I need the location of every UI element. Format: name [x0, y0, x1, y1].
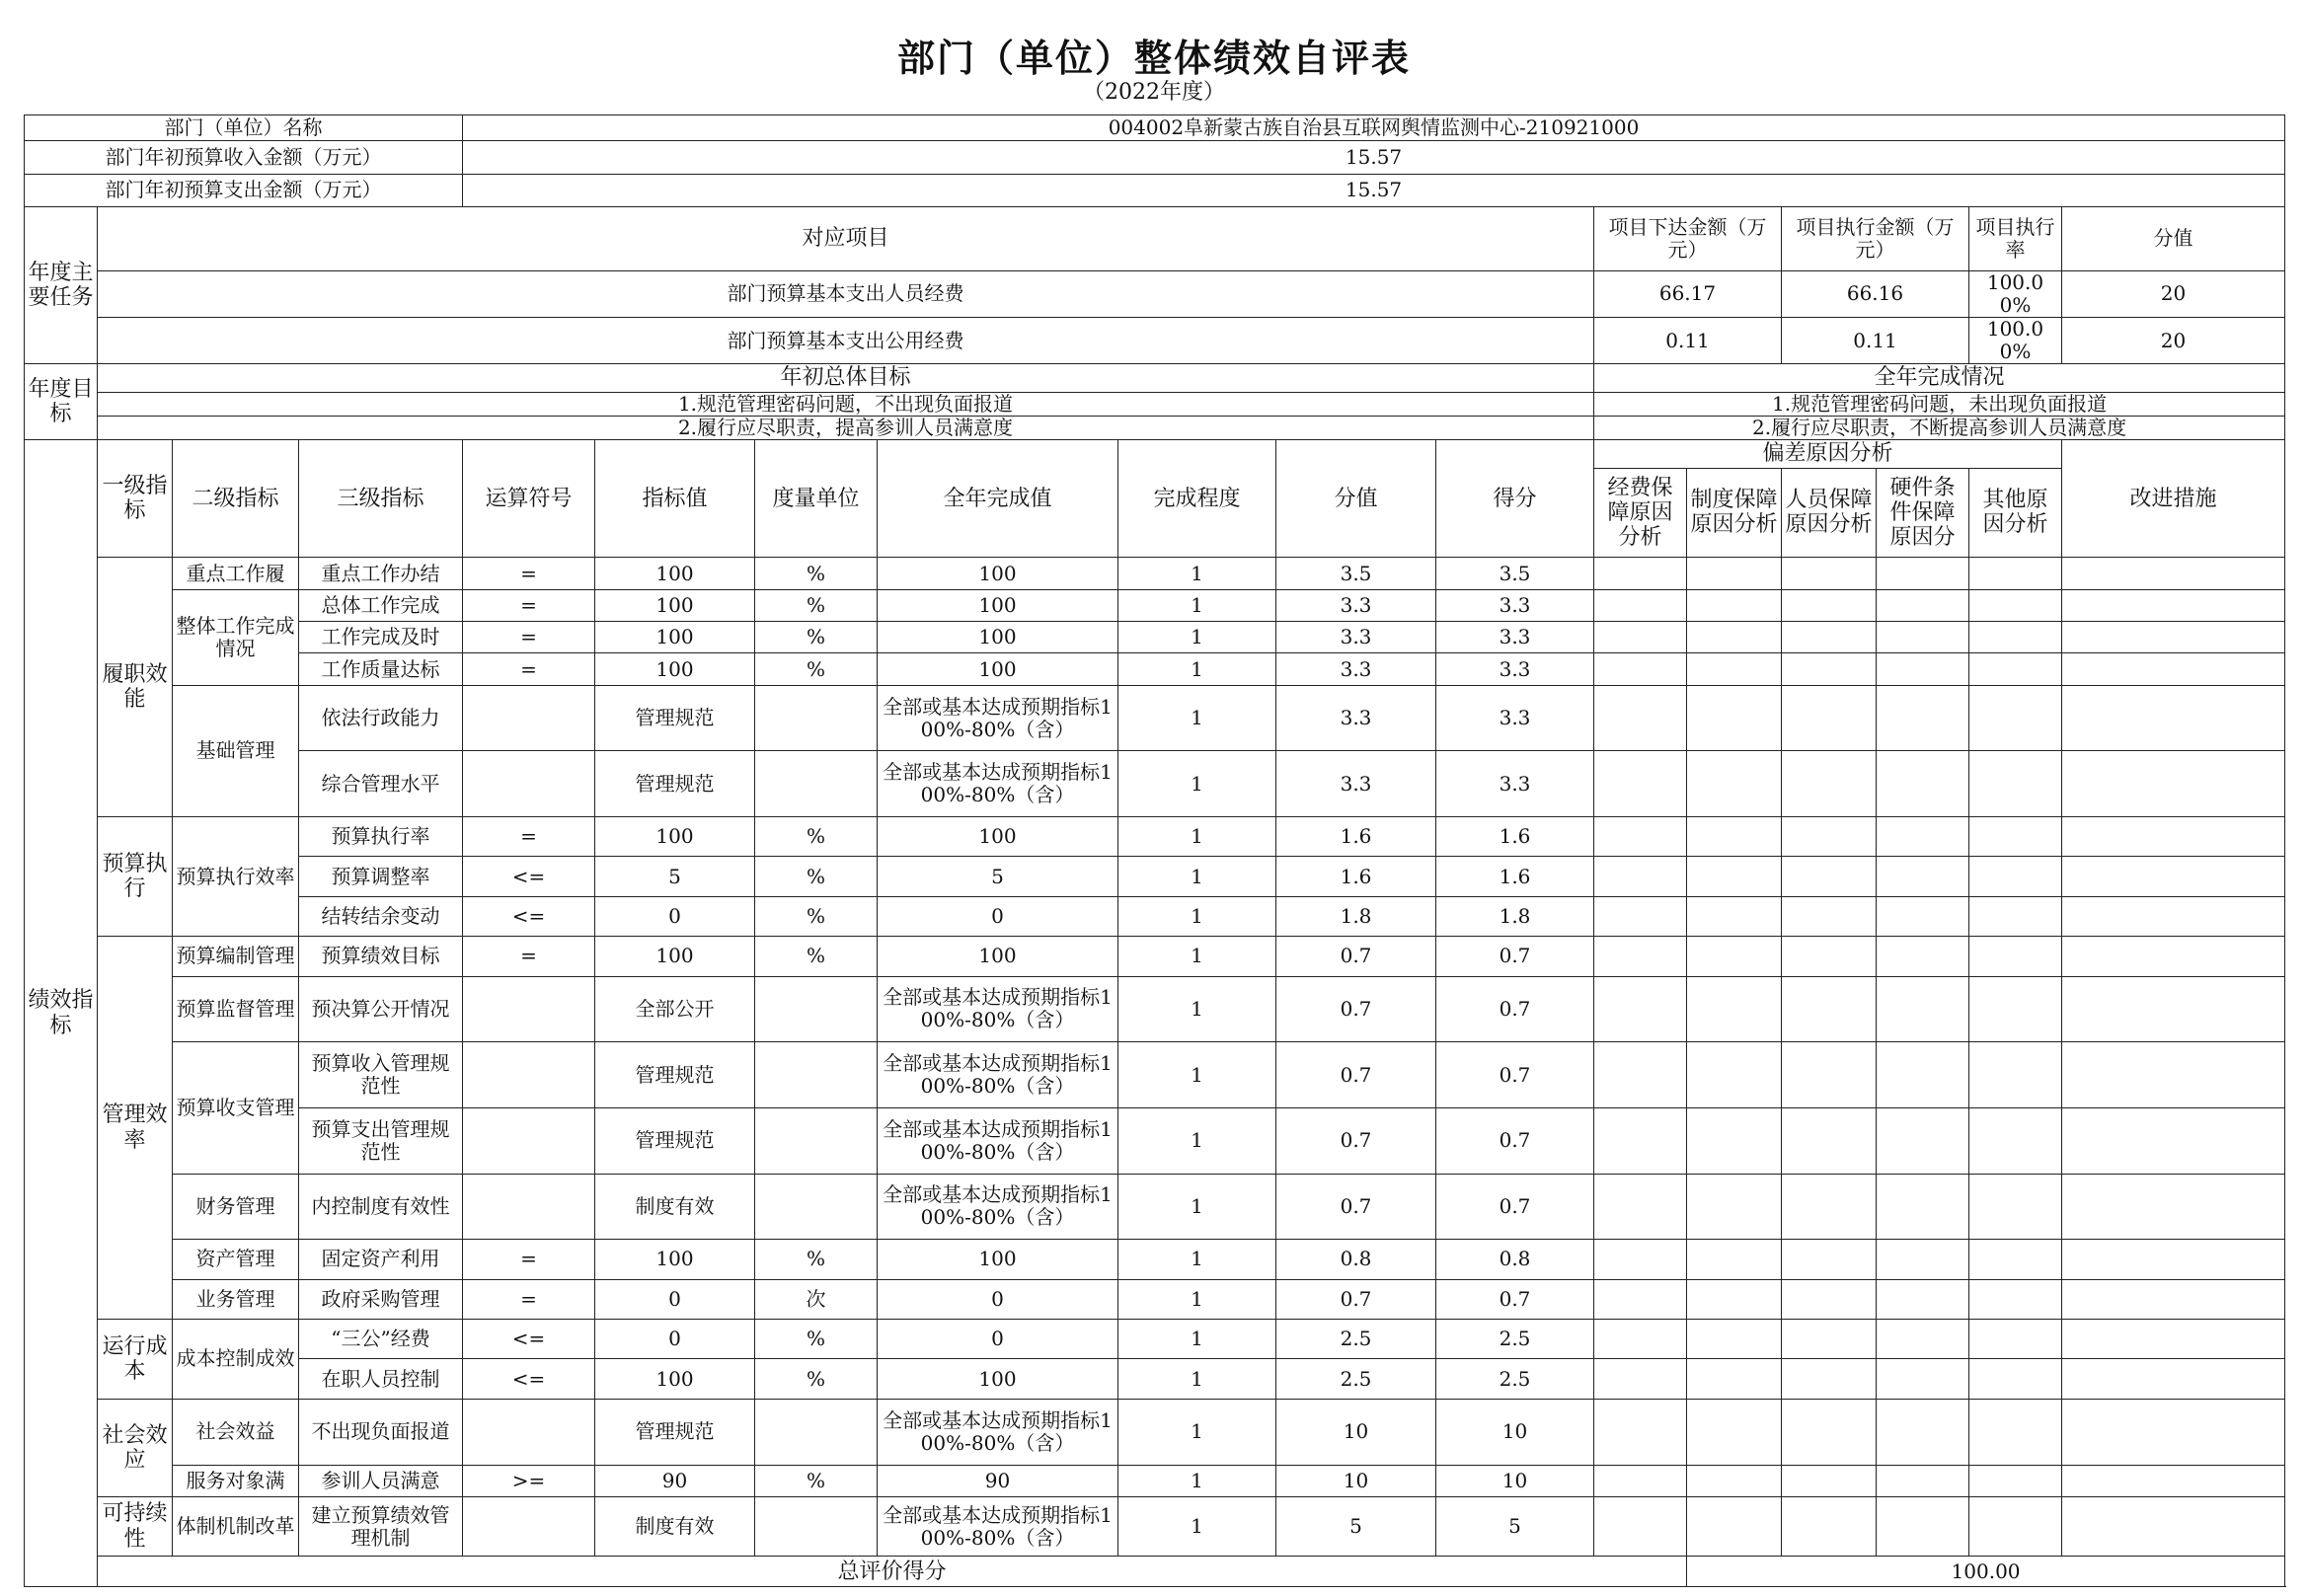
target-header: 指标值: [595, 440, 755, 558]
l1-cell: 管理效率: [98, 937, 173, 1320]
indicator-row: [25, 896, 2285, 936]
op-cell: <=: [463, 1359, 595, 1399]
completion-line: 2.履行应尽职责，不断提高参训人员满意度: [1594, 417, 2285, 440]
points-cell: 3.3: [1276, 653, 1436, 685]
actual-cell: 全部或基本达成预期指标100%-80%（含）: [878, 685, 1118, 751]
l3-cell: 预决算公开情况: [299, 976, 463, 1042]
actual-cell: 全部或基本达成预期指标100%-80%（含）: [878, 1107, 1118, 1174]
op-cell: =: [463, 1240, 595, 1279]
l3-cell: 建立预算绩效管理机制: [299, 1496, 463, 1557]
indicator-row: [25, 1320, 2285, 1359]
indicator-row: [25, 1174, 2285, 1240]
expense-value: 15.57: [463, 174, 2285, 206]
indicator-row: [25, 1042, 2285, 1108]
indicator-section-label: 绩效指标: [25, 440, 98, 1587]
l1-header: 一级指标: [98, 440, 173, 558]
l3-cell: 重点工作办结: [299, 558, 463, 589]
op-header: 运算符号: [463, 440, 595, 558]
actual-cell: 100: [878, 1240, 1118, 1279]
actual-cell: 全部或基本达成预期指标100%-80%（含）: [878, 1399, 1118, 1465]
unit-cell: 次: [755, 1279, 878, 1319]
points-cell: 0.7: [1276, 1042, 1436, 1108]
actual-cell: 100: [878, 937, 1118, 976]
target-cell: 100: [595, 589, 755, 621]
task-issued: 66.17: [1594, 270, 1782, 317]
l2-cell: 预算监督管理: [173, 976, 299, 1042]
indicator-row: [25, 685, 2285, 751]
op-cell: <=: [463, 1320, 595, 1359]
target-cell: 0: [595, 1320, 755, 1359]
l2-cell: 预算编制管理: [173, 937, 299, 976]
degree-cell: 1: [1118, 857, 1276, 896]
l3-cell: 结转结余变动: [299, 896, 463, 936]
unit-cell: %: [755, 896, 878, 936]
points-cell: 2.5: [1276, 1320, 1436, 1359]
income-label: 部门年初预算收入金额（万元）: [25, 141, 463, 174]
degree-cell: 1: [1118, 1042, 1276, 1108]
l1-cell: 运行成本: [98, 1320, 173, 1400]
points-cell: 0.7: [1276, 1174, 1436, 1240]
op-cell: =: [463, 816, 595, 856]
indicator-row: [25, 976, 2285, 1042]
l2-cell: 体制机制改革: [173, 1496, 299, 1557]
l3-cell: 预算支出管理规范性: [299, 1107, 463, 1174]
points-cell: 5: [1276, 1496, 1436, 1557]
initial-goal-header: 年初总体目标: [98, 364, 1594, 392]
op-cell: =: [463, 1279, 595, 1319]
actual-cell: 100: [878, 653, 1118, 685]
score-header: 得分: [1436, 440, 1594, 558]
page-title: 部门（单位）整体绩效自评表: [896, 36, 1411, 80]
l2-header: 二级指标: [173, 440, 299, 558]
actual-cell: 全部或基本达成预期指标100%-80%（含）: [878, 1174, 1118, 1240]
score-cell: 0.7: [1436, 1279, 1594, 1319]
l3-cell: 预算调整率: [299, 857, 463, 896]
actual-cell: 全部或基本达成预期指标100%-80%（含）: [878, 751, 1118, 817]
actual-cell: 5: [878, 857, 1118, 896]
indicator-row: [25, 816, 2285, 856]
target-cell: 全部公开: [595, 976, 755, 1042]
improve-header: 改进措施: [2062, 440, 2285, 558]
degree-cell: 1: [1118, 589, 1276, 621]
score-cell: 3.3: [1436, 653, 1594, 685]
target-cell: 管理规范: [595, 1107, 755, 1174]
target-cell: 5: [595, 857, 755, 896]
task-points: 20: [2062, 270, 2285, 317]
degree-cell: 1: [1118, 1107, 1276, 1174]
degree-cell: 1: [1118, 1174, 1276, 1240]
score-cell: 10: [1436, 1399, 1594, 1465]
op-cell: [463, 1107, 595, 1174]
degree-cell: 1: [1118, 622, 1276, 653]
points-cell: 0.7: [1276, 976, 1436, 1042]
degree-cell: 1: [1118, 1320, 1276, 1359]
l3-cell: 政府采购管理: [299, 1279, 463, 1319]
unit-cell: %: [755, 1465, 878, 1496]
indicator-row: [25, 1359, 2285, 1399]
indicator-row: [25, 653, 2285, 685]
indicator-row: [25, 1107, 2285, 1174]
op-cell: <=: [463, 857, 595, 896]
degree-cell: 1: [1118, 1359, 1276, 1399]
target-cell: 100: [595, 622, 755, 653]
indicator-row: [25, 1240, 2285, 1279]
actual-cell: 90: [878, 1465, 1118, 1496]
l1-cell: 履职效能: [98, 558, 173, 817]
l3-cell: 预算收入管理规范性: [299, 1042, 463, 1108]
l2-cell: 整体工作完成情况: [173, 589, 299, 685]
unit-label: 部门（单位）名称: [25, 115, 463, 141]
l2-cell: 财务管理: [173, 1174, 299, 1240]
task-project-header: 对应项目: [98, 206, 1594, 270]
unit-row: [25, 115, 2285, 141]
l1-cell: 社会效应: [98, 1399, 173, 1496]
income-value: 15.57: [463, 141, 2285, 174]
unit-value: 004002阜新蒙古族自治县互联网舆情监测中心-210921000: [463, 115, 2285, 141]
score-cell: 3.3: [1436, 589, 1594, 621]
indicator-row: [25, 1279, 2285, 1319]
points-cell: 3.3: [1276, 589, 1436, 621]
score-cell: 3.3: [1436, 622, 1594, 653]
op-cell: >=: [463, 1465, 595, 1496]
l3-cell: 工作质量达标: [299, 653, 463, 685]
points-cell: 0.8: [1276, 1240, 1436, 1279]
target-cell: 100: [595, 816, 755, 856]
unit-cell: [755, 976, 878, 1042]
total-label: 总评价得分: [98, 1557, 1687, 1587]
op-cell: =: [463, 937, 595, 976]
l2-cell: 预算执行效率: [173, 816, 299, 936]
op-cell: <=: [463, 896, 595, 936]
indicator-row: [25, 1465, 2285, 1496]
initial-goal-line: 2.履行应尽职责，提高参训人员满意度: [98, 417, 1594, 440]
actual-cell: 0: [878, 896, 1118, 936]
actual-cell: 100: [878, 1359, 1118, 1399]
op-cell: =: [463, 622, 595, 653]
degree-cell: 1: [1118, 1465, 1276, 1496]
task-project: 部门预算基本支出人员经费: [98, 270, 1594, 317]
op-cell: [463, 751, 595, 817]
indicator-row: [25, 558, 2285, 589]
l3-cell: 工作完成及时: [299, 622, 463, 653]
expense-row: [25, 174, 2285, 206]
initial-goal-line: 1.规范管理密码问题，不出现负面报道: [98, 392, 1594, 416]
l3-cell: 参训人员满意: [299, 1465, 463, 1496]
op-cell: =: [463, 558, 595, 589]
l3-header: 三级指标: [299, 440, 463, 558]
points-cell: 1.6: [1276, 857, 1436, 896]
points-header: 分值: [1276, 440, 1436, 558]
unit-cell: %: [755, 1320, 878, 1359]
target-cell: 管理规范: [595, 1042, 755, 1108]
score-cell: 3.5: [1436, 558, 1594, 589]
op-cell: [463, 976, 595, 1042]
l2-cell: 成本控制成效: [173, 1320, 299, 1400]
l2-cell: 重点工作履: [173, 558, 299, 589]
evaluation-table: [24, 114, 2285, 1587]
unit-cell: %: [755, 1359, 878, 1399]
dev-hardware-header: 硬件条件保障原因分: [1877, 468, 1969, 558]
task-executed-header: 项目执行金额（万元）: [1782, 206, 1969, 270]
points-cell: 3.3: [1276, 685, 1436, 751]
degree-cell: 1: [1118, 1399, 1276, 1465]
unit-cell: [755, 1399, 878, 1465]
degree-cell: 1: [1118, 976, 1276, 1042]
op-cell: [463, 1399, 595, 1465]
unit-cell: %: [755, 1240, 878, 1279]
indicator-row: [25, 1496, 2285, 1557]
l3-cell: 内控制度有效性: [299, 1174, 463, 1240]
score-cell: 5: [1436, 1496, 1594, 1557]
degree-cell: 1: [1118, 1496, 1276, 1557]
unit-cell: %: [755, 653, 878, 685]
unit-cell: [755, 1174, 878, 1240]
degree-cell: 1: [1118, 1240, 1276, 1279]
unit-cell: [755, 1042, 878, 1108]
task-row: [25, 270, 2285, 317]
score-cell: 10: [1436, 1465, 1594, 1496]
l3-cell: 综合管理水平: [299, 751, 463, 817]
points-cell: 3.3: [1276, 751, 1436, 817]
target-cell: 管理规范: [595, 685, 755, 751]
points-cell: 3.5: [1276, 558, 1436, 589]
score-cell: 1.8: [1436, 896, 1594, 936]
unit-cell: %: [755, 857, 878, 896]
target-cell: 0: [595, 896, 755, 936]
unit-cell: [755, 685, 878, 751]
degree-cell: 1: [1118, 558, 1276, 589]
indicator-row: [25, 857, 2285, 896]
indicator-header-row: [25, 440, 2285, 468]
goal-line-row: [25, 417, 2285, 440]
score-cell: 1.6: [1436, 857, 1594, 896]
task-project: 部门预算基本支出公用经费: [98, 318, 1594, 364]
points-cell: 1.6: [1276, 816, 1436, 856]
task-executed: 0.11: [1782, 318, 1969, 364]
indicator-row: [25, 622, 2285, 653]
l2-cell: 服务对象满: [173, 1465, 299, 1496]
indicator-row: [25, 937, 2285, 976]
points-cell: 2.5: [1276, 1359, 1436, 1399]
actual-cell: 0: [878, 1320, 1118, 1359]
score-cell: 0.7: [1436, 1042, 1594, 1108]
task-points: 20: [2062, 318, 2285, 364]
unit-cell: [755, 1496, 878, 1557]
task-executed: 66.16: [1782, 270, 1969, 317]
indicator-row: [25, 751, 2285, 817]
target-cell: 管理规范: [595, 1399, 755, 1465]
actual-cell: 100: [878, 816, 1118, 856]
points-cell: 0.7: [1276, 1107, 1436, 1174]
degree-cell: 1: [1118, 816, 1276, 856]
task-rate: 100.00%: [1969, 318, 2062, 364]
score-cell: 1.6: [1436, 816, 1594, 856]
degree-cell: 1: [1118, 685, 1276, 751]
actual-cell: 100: [878, 622, 1118, 653]
degree-cell: 1: [1118, 937, 1276, 976]
target-cell: 制度有效: [595, 1496, 755, 1557]
task-points-header: 分值: [2062, 206, 2285, 270]
op-cell: [463, 1496, 595, 1557]
total-value: 100.00: [1687, 1557, 2285, 1587]
score-cell: 0.7: [1436, 1107, 1594, 1174]
total-row: [25, 1557, 2285, 1587]
task-header-row: [25, 206, 2285, 270]
l3-cell: 预算绩效目标: [299, 937, 463, 976]
target-cell: 制度有效: [595, 1174, 755, 1240]
l3-cell: 依法行政能力: [299, 685, 463, 751]
completion-header: 全年完成情况: [1594, 364, 2285, 392]
actual-cell: 全部或基本达成预期指标100%-80%（含）: [878, 976, 1118, 1042]
op-cell: [463, 685, 595, 751]
goal-line-row: [25, 392, 2285, 416]
dev-funding-header: 经费保障原因分析: [1594, 468, 1687, 558]
l2-cell: 基础管理: [173, 685, 299, 816]
l2-cell: 预算收支管理: [173, 1042, 299, 1174]
points-cell: 0.7: [1276, 937, 1436, 976]
dev-other-header: 其他原因分析: [1969, 468, 2062, 558]
points-cell: 10: [1276, 1399, 1436, 1465]
score-cell: 0.7: [1436, 976, 1594, 1042]
target-cell: 100: [595, 1359, 755, 1399]
op-cell: =: [463, 653, 595, 685]
expense-label: 部门年初预算支出金额（万元）: [25, 174, 463, 206]
unit-cell: [755, 751, 878, 817]
actual-cell: 100: [878, 589, 1118, 621]
dev-personnel-header: 人员保障原因分析: [1782, 468, 1877, 558]
l3-cell: 预算执行率: [299, 816, 463, 856]
score-cell: 3.3: [1436, 751, 1594, 817]
target-cell: 0: [595, 1279, 755, 1319]
op-cell: [463, 1174, 595, 1240]
unit-cell: %: [755, 937, 878, 976]
points-cell: 10: [1276, 1465, 1436, 1496]
target-cell: 100: [595, 937, 755, 976]
unit-cell: %: [755, 558, 878, 589]
unit-cell: %: [755, 622, 878, 653]
dev-system-header: 制度保障原因分析: [1687, 468, 1782, 558]
l3-cell: 固定资产利用: [299, 1240, 463, 1279]
target-cell: 90: [595, 1465, 755, 1496]
score-cell: 3.3: [1436, 685, 1594, 751]
actual-cell: 100: [878, 558, 1118, 589]
degree-cell: 1: [1118, 751, 1276, 817]
actual-header: 全年完成值: [878, 440, 1118, 558]
points-cell: 1.8: [1276, 896, 1436, 936]
indicator-row: [25, 589, 2285, 621]
degree-cell: 1: [1118, 1279, 1276, 1319]
goal-section-label: 年度目标: [25, 364, 98, 440]
score-cell: 0.7: [1436, 937, 1594, 976]
l1-cell: 可持续性: [98, 1496, 173, 1557]
l3-cell: 在职人员控制: [299, 1359, 463, 1399]
actual-cell: 全部或基本达成预期指标100%-80%（含）: [878, 1042, 1118, 1108]
target-cell: 100: [595, 1240, 755, 1279]
target-cell: 100: [595, 653, 755, 685]
unit-cell: %: [755, 589, 878, 621]
op-cell: =: [463, 589, 595, 621]
l3-cell: 总体工作完成: [299, 589, 463, 621]
task-section-label: 年度主要任务: [25, 206, 98, 364]
score-cell: 2.5: [1436, 1320, 1594, 1359]
deviation-header: 偏差原因分析: [1594, 440, 2062, 468]
task-rate: 100.00%: [1969, 270, 2062, 317]
l1-cell: 预算执行: [98, 816, 173, 936]
l3-cell: 不出现负面报道: [299, 1399, 463, 1465]
l2-cell: 业务管理: [173, 1279, 299, 1319]
target-cell: 管理规范: [595, 751, 755, 817]
op-cell: [463, 1042, 595, 1108]
actual-cell: 0: [878, 1279, 1118, 1319]
income-row: [25, 141, 2285, 174]
unit-cell: [755, 1107, 878, 1174]
task-issued: 0.11: [1594, 318, 1782, 364]
goal-header-row: [25, 364, 2285, 392]
score-cell: 2.5: [1436, 1359, 1594, 1399]
indicator-row: [25, 1399, 2285, 1465]
degree-cell: 1: [1118, 653, 1276, 685]
degree-header: 完成程度: [1118, 440, 1276, 558]
target-cell: 100: [595, 558, 755, 589]
l2-cell: 社会效益: [173, 1399, 299, 1465]
score-cell: 0.7: [1436, 1174, 1594, 1240]
task-rate-header: 项目执行率: [1969, 206, 2062, 270]
l3-cell: “三公”经费: [299, 1320, 463, 1359]
completion-line: 1.规范管理密码问题，未出现负面报道: [1594, 392, 2285, 416]
points-cell: 3.3: [1276, 622, 1436, 653]
year-subtitle: （2022年度）: [1083, 80, 1225, 105]
points-cell: 0.7: [1276, 1279, 1436, 1319]
degree-cell: 1: [1118, 896, 1276, 936]
score-cell: 0.8: [1436, 1240, 1594, 1279]
task-issued-header: 项目下达金额（万元）: [1594, 206, 1782, 270]
l2-cell: 资产管理: [173, 1240, 299, 1279]
actual-cell: 全部或基本达成预期指标100%-80%（含）: [878, 1496, 1118, 1557]
task-row: [25, 318, 2285, 364]
unit-cell: %: [755, 816, 878, 856]
unit-header: 度量单位: [755, 440, 878, 558]
